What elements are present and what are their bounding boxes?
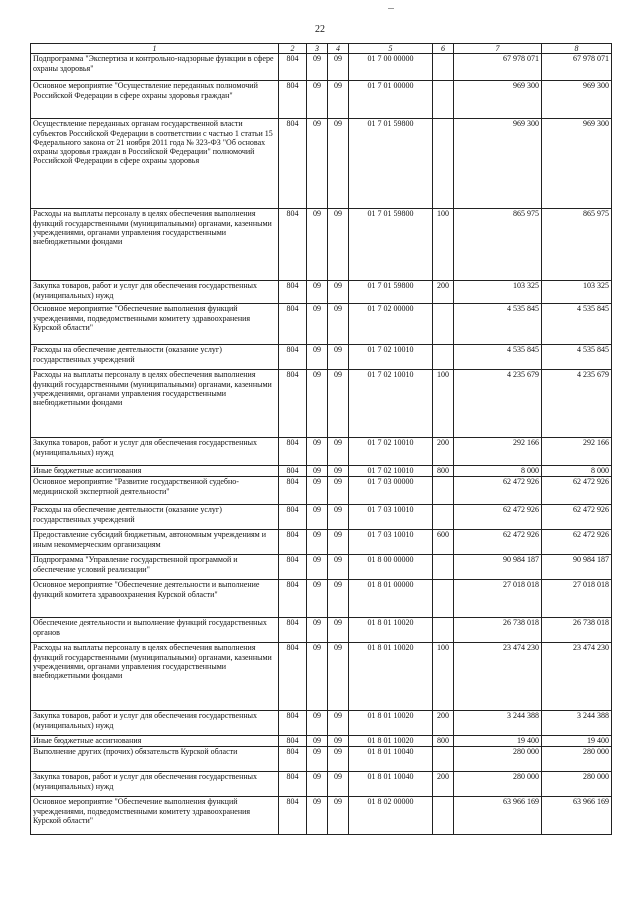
page-number: 22 xyxy=(315,24,325,35)
row-subsection-code: 09 xyxy=(328,304,349,345)
table-row xyxy=(31,81,612,119)
table-row xyxy=(31,345,612,370)
table-row xyxy=(31,209,612,281)
row-subsection-code: 09 xyxy=(328,505,349,530)
row-subsection-code: 09 xyxy=(328,477,349,505)
table-row xyxy=(31,555,612,580)
row-subsection-code: 09 xyxy=(328,797,349,835)
table-row xyxy=(31,119,612,209)
row-amount-year2: 63 966 169 xyxy=(542,797,612,835)
row-amount-year2: 103 325 xyxy=(542,281,612,304)
row-section-code: 09 xyxy=(307,304,328,345)
row-target-code: 01 8 01 10040 xyxy=(349,772,433,797)
row-amount-year2: 292 166 xyxy=(542,438,612,466)
row-expense-type-code xyxy=(433,54,454,81)
row-section-code: 09 xyxy=(307,772,328,797)
row-section-code: 09 xyxy=(307,747,328,772)
row-name: Расходы на выплаты персоналу в целях обеспечения выполнения функций государственными (муниципальными) органами, казенными учреждениями, органами управления государственными внебюджетными фондами xyxy=(31,209,279,281)
row-ministry-code: 804 xyxy=(279,466,307,477)
row-name: Иные бюджетные ассигнования xyxy=(31,736,279,747)
row-amount-year1: 62 472 926 xyxy=(454,530,542,555)
row-ministry-code: 804 xyxy=(279,797,307,835)
row-target-code: 01 8 02 00000 xyxy=(349,797,433,835)
row-amount-year1: 4 535 845 xyxy=(454,345,542,370)
row-target-code: 01 8 01 10020 xyxy=(349,711,433,736)
row-ministry-code: 804 xyxy=(279,54,307,81)
row-name: Основное мероприятие "Обеспечение выполнения функций учреждениями, подведомственными комитету здравоохранения Курской области" xyxy=(31,304,279,345)
row-section-code: 09 xyxy=(307,54,328,81)
row-ministry-code: 804 xyxy=(279,119,307,209)
row-ministry-code: 804 xyxy=(279,772,307,797)
row-amount-year2: 8 000 xyxy=(542,466,612,477)
row-ministry-code: 804 xyxy=(279,209,307,281)
row-subsection-code: 09 xyxy=(328,466,349,477)
row-expense-type-code: 100 xyxy=(433,643,454,711)
row-target-code: 01 7 00 00000 xyxy=(349,54,433,81)
row-amount-year1: 90 984 187 xyxy=(454,555,542,580)
row-amount-year1: 23 474 230 xyxy=(454,643,542,711)
table-row xyxy=(31,711,612,736)
row-subsection-code: 09 xyxy=(328,643,349,711)
row-ministry-code: 804 xyxy=(279,345,307,370)
row-name: Иные бюджетные ассигнования xyxy=(31,466,279,477)
row-target-code: 01 7 02 10010 xyxy=(349,345,433,370)
row-name: Основное мероприятие "Обеспечение деятельности и выполнение функций комитета здравоохранения Курской области" xyxy=(31,580,279,618)
row-amount-year2: 26 738 018 xyxy=(542,618,612,643)
row-section-code: 09 xyxy=(307,580,328,618)
table-row xyxy=(31,530,612,555)
row-section-code: 09 xyxy=(307,711,328,736)
row-amount-year2: 865 975 xyxy=(542,209,612,281)
row-target-code: 01 7 02 10010 xyxy=(349,438,433,466)
row-section-code: 09 xyxy=(307,438,328,466)
header-col-2: 2 xyxy=(279,44,307,54)
row-target-code: 01 7 01 59800 xyxy=(349,209,433,281)
table-row xyxy=(31,466,612,477)
row-target-code: 01 7 01 59800 xyxy=(349,119,433,209)
row-expense-type-code xyxy=(433,747,454,772)
row-name: Подпрограмма "Управление государственной программой и обеспечение условий реализации" xyxy=(31,555,279,580)
row-expense-type-code xyxy=(433,618,454,643)
row-amount-year2: 4 235 679 xyxy=(542,370,612,438)
row-ministry-code: 804 xyxy=(279,747,307,772)
row-name: Закупка товаров, работ и услуг для обеспечения государственных (муниципальных) нужд xyxy=(31,438,279,466)
table-row xyxy=(31,304,612,345)
row-amount-year2: 4 535 845 xyxy=(542,345,612,370)
row-amount-year1: 8 000 xyxy=(454,466,542,477)
row-subsection-code: 09 xyxy=(328,438,349,466)
row-amount-year2: 23 474 230 xyxy=(542,643,612,711)
row-name: Закупка товаров, работ и услуг для обеспечения государственных (муниципальных) нужд xyxy=(31,281,279,304)
row-expense-type-code xyxy=(433,345,454,370)
row-expense-type-code: 200 xyxy=(433,711,454,736)
row-amount-year1: 103 325 xyxy=(454,281,542,304)
row-target-code: 01 7 01 00000 xyxy=(349,81,433,119)
row-target-code: 01 7 02 10010 xyxy=(349,370,433,438)
scan-mark xyxy=(388,8,394,9)
table-row xyxy=(31,736,612,747)
row-amount-year1: 19 400 xyxy=(454,736,542,747)
row-subsection-code: 09 xyxy=(328,209,349,281)
header-col-6: 6 xyxy=(433,44,454,54)
row-name: Расходы на выплаты персоналу в целях обеспечения выполнения функций государственными (муниципальными) органами, казенными учреждениями, органами управления государственными внебюджетными фондами xyxy=(31,643,279,711)
row-amount-year1: 969 300 xyxy=(454,81,542,119)
row-name: Осуществление переданных органам государственной власти субъектов Российской Федерации в соответствии с частью 1 статьи 15 Федерального закона от 21 ноября 2011 года № 323-ФЗ "Об основах охраны здоровья граждан в Российской Федерации" полномочий Российской Федерации в сфере охраны здоровья xyxy=(31,119,279,209)
row-expense-type-code: 600 xyxy=(433,530,454,555)
row-amount-year2: 969 300 xyxy=(542,119,612,209)
header-col-8: 8 xyxy=(542,44,612,54)
row-target-code: 01 8 01 10020 xyxy=(349,736,433,747)
row-expense-type-code xyxy=(433,505,454,530)
table-row xyxy=(31,505,612,530)
row-subsection-code: 09 xyxy=(328,580,349,618)
row-expense-type-code xyxy=(433,580,454,618)
row-name: Обеспечение деятельности и выполнение функций государственных органов xyxy=(31,618,279,643)
table-row xyxy=(31,772,612,797)
row-amount-year2: 62 472 926 xyxy=(542,477,612,505)
row-expense-type-code: 200 xyxy=(433,772,454,797)
row-ministry-code: 804 xyxy=(279,643,307,711)
row-subsection-code: 09 xyxy=(328,281,349,304)
table-row xyxy=(31,797,612,835)
row-section-code: 09 xyxy=(307,466,328,477)
row-target-code: 01 7 01 59800 xyxy=(349,281,433,304)
row-amount-year2: 280 000 xyxy=(542,747,612,772)
row-expense-type-code: 100 xyxy=(433,209,454,281)
row-subsection-code: 09 xyxy=(328,711,349,736)
row-expense-type-code: 800 xyxy=(433,736,454,747)
row-name: Закупка товаров, работ и услуг для обеспечения государственных (муниципальных) нужд xyxy=(31,711,279,736)
header-col-4: 4 xyxy=(328,44,349,54)
row-subsection-code: 09 xyxy=(328,772,349,797)
table-row xyxy=(31,281,612,304)
header-col-7: 7 xyxy=(454,44,542,54)
table-row xyxy=(31,438,612,466)
row-section-code: 09 xyxy=(307,555,328,580)
row-amount-year2: 4 535 845 xyxy=(542,304,612,345)
row-amount-year2: 19 400 xyxy=(542,736,612,747)
row-target-code: 01 7 02 00000 xyxy=(349,304,433,345)
row-ministry-code: 804 xyxy=(279,304,307,345)
row-amount-year2: 62 472 926 xyxy=(542,530,612,555)
row-section-code: 09 xyxy=(307,81,328,119)
row-name: Подпрограмма "Экспертиза и контрольно-надзорные функции в сфере охраны здоровья" xyxy=(31,54,279,81)
row-amount-year1: 63 966 169 xyxy=(454,797,542,835)
row-target-code: 01 7 03 10010 xyxy=(349,530,433,555)
row-name: Основное мероприятие "Обеспечение выполнения функций учреждениями, подведомственными комитету здравоохранения Курской области" xyxy=(31,797,279,835)
row-expense-type-code xyxy=(433,119,454,209)
table-row xyxy=(31,618,612,643)
row-expense-type-code xyxy=(433,797,454,835)
row-amount-year1: 4 235 679 xyxy=(454,370,542,438)
row-expense-type-code xyxy=(433,477,454,505)
row-section-code: 09 xyxy=(307,477,328,505)
row-amount-year2: 67 978 071 xyxy=(542,54,612,81)
table-row xyxy=(31,643,612,711)
row-name: Основное мероприятие "Осуществление переданных полномочий Российской Федерации в сфере охраны здоровья граждан" xyxy=(31,81,279,119)
row-expense-type-code: 200 xyxy=(433,281,454,304)
row-ministry-code: 804 xyxy=(279,711,307,736)
row-ministry-code: 804 xyxy=(279,618,307,643)
table-row xyxy=(31,477,612,505)
row-amount-year2: 969 300 xyxy=(542,81,612,119)
row-amount-year1: 4 535 845 xyxy=(454,304,542,345)
row-name: Основное мероприятие "Развитие государственной судебно-медицинской экспертной деятельности" xyxy=(31,477,279,505)
row-subsection-code: 09 xyxy=(328,736,349,747)
row-name: Предоставление субсидий бюджетным, автономным учреждениям и иным некоммерческим организациям xyxy=(31,530,279,555)
row-expense-type-code: 800 xyxy=(433,466,454,477)
table-row xyxy=(31,370,612,438)
row-name: Расходы на выплаты персоналу в целях обеспечения выполнения функций государственными (муниципальными) органами, казенными учреждениями, органами управления государственными внебюджетными фондами xyxy=(31,370,279,438)
row-subsection-code: 09 xyxy=(328,119,349,209)
row-target-code: 01 8 01 00000 xyxy=(349,580,433,618)
row-subsection-code: 09 xyxy=(328,530,349,555)
row-amount-year2: 62 472 926 xyxy=(542,505,612,530)
row-subsection-code: 09 xyxy=(328,747,349,772)
row-amount-year1: 280 000 xyxy=(454,747,542,772)
row-subsection-code: 09 xyxy=(328,54,349,81)
row-subsection-code: 09 xyxy=(328,345,349,370)
row-section-code: 09 xyxy=(307,505,328,530)
budget-table xyxy=(30,43,612,835)
row-section-code: 09 xyxy=(307,345,328,370)
row-amount-year1: 969 300 xyxy=(454,119,542,209)
row-ministry-code: 804 xyxy=(279,530,307,555)
row-subsection-code: 09 xyxy=(328,81,349,119)
row-expense-type-code: 100 xyxy=(433,370,454,438)
row-name: Расходы на обеспечение деятельности (оказание услуг) государственных учреждений xyxy=(31,345,279,370)
row-ministry-code: 804 xyxy=(279,281,307,304)
row-amount-year1: 62 472 926 xyxy=(454,477,542,505)
row-ministry-code: 804 xyxy=(279,438,307,466)
row-amount-year2: 90 984 187 xyxy=(542,555,612,580)
row-section-code: 09 xyxy=(307,736,328,747)
row-name: Выполнение других (прочих) обязательств Курской области xyxy=(31,747,279,772)
header-col-1: 1 xyxy=(31,44,279,54)
row-section-code: 09 xyxy=(307,281,328,304)
row-section-code: 09 xyxy=(307,209,328,281)
row-ministry-code: 804 xyxy=(279,81,307,119)
row-subsection-code: 09 xyxy=(328,555,349,580)
row-expense-type-code xyxy=(433,555,454,580)
header-row xyxy=(31,44,612,54)
row-target-code: 01 8 01 10040 xyxy=(349,747,433,772)
row-section-code: 09 xyxy=(307,370,328,438)
row-ministry-code: 804 xyxy=(279,736,307,747)
row-ministry-code: 804 xyxy=(279,505,307,530)
row-expense-type-code: 200 xyxy=(433,438,454,466)
row-expense-type-code xyxy=(433,304,454,345)
header-col-5: 5 xyxy=(349,44,433,54)
row-ministry-code: 804 xyxy=(279,555,307,580)
header-col-3: 3 xyxy=(307,44,328,54)
row-target-code: 01 8 01 10020 xyxy=(349,618,433,643)
row-name: Расходы на обеспечение деятельности (оказание услуг) государственных учреждений xyxy=(31,505,279,530)
row-section-code: 09 xyxy=(307,530,328,555)
row-ministry-code: 804 xyxy=(279,580,307,618)
row-section-code: 09 xyxy=(307,119,328,209)
row-amount-year1: 67 978 071 xyxy=(454,54,542,81)
row-subsection-code: 09 xyxy=(328,370,349,438)
table-row xyxy=(31,54,612,81)
row-section-code: 09 xyxy=(307,797,328,835)
row-subsection-code: 09 xyxy=(328,618,349,643)
row-amount-year2: 27 018 018 xyxy=(542,580,612,618)
table-row xyxy=(31,580,612,618)
row-amount-year2: 3 244 388 xyxy=(542,711,612,736)
row-target-code: 01 7 02 10010 xyxy=(349,466,433,477)
row-ministry-code: 804 xyxy=(279,477,307,505)
row-amount-year1: 62 472 926 xyxy=(454,505,542,530)
row-target-code: 01 7 03 00000 xyxy=(349,477,433,505)
row-section-code: 09 xyxy=(307,618,328,643)
row-target-code: 01 8 00 00000 xyxy=(349,555,433,580)
row-section-code: 09 xyxy=(307,643,328,711)
row-ministry-code: 804 xyxy=(279,370,307,438)
table-row xyxy=(31,747,612,772)
row-amount-year1: 27 018 018 xyxy=(454,580,542,618)
row-expense-type-code xyxy=(433,81,454,119)
row-amount-year1: 292 166 xyxy=(454,438,542,466)
row-amount-year2: 280 000 xyxy=(542,772,612,797)
row-target-code: 01 7 03 10010 xyxy=(349,505,433,530)
row-amount-year1: 26 738 018 xyxy=(454,618,542,643)
row-amount-year1: 865 975 xyxy=(454,209,542,281)
row-amount-year1: 3 244 388 xyxy=(454,711,542,736)
row-name: Закупка товаров, работ и услуг для обеспечения государственных (муниципальных) нужд xyxy=(31,772,279,797)
row-target-code: 01 8 01 10020 xyxy=(349,643,433,711)
row-amount-year1: 280 000 xyxy=(454,772,542,797)
